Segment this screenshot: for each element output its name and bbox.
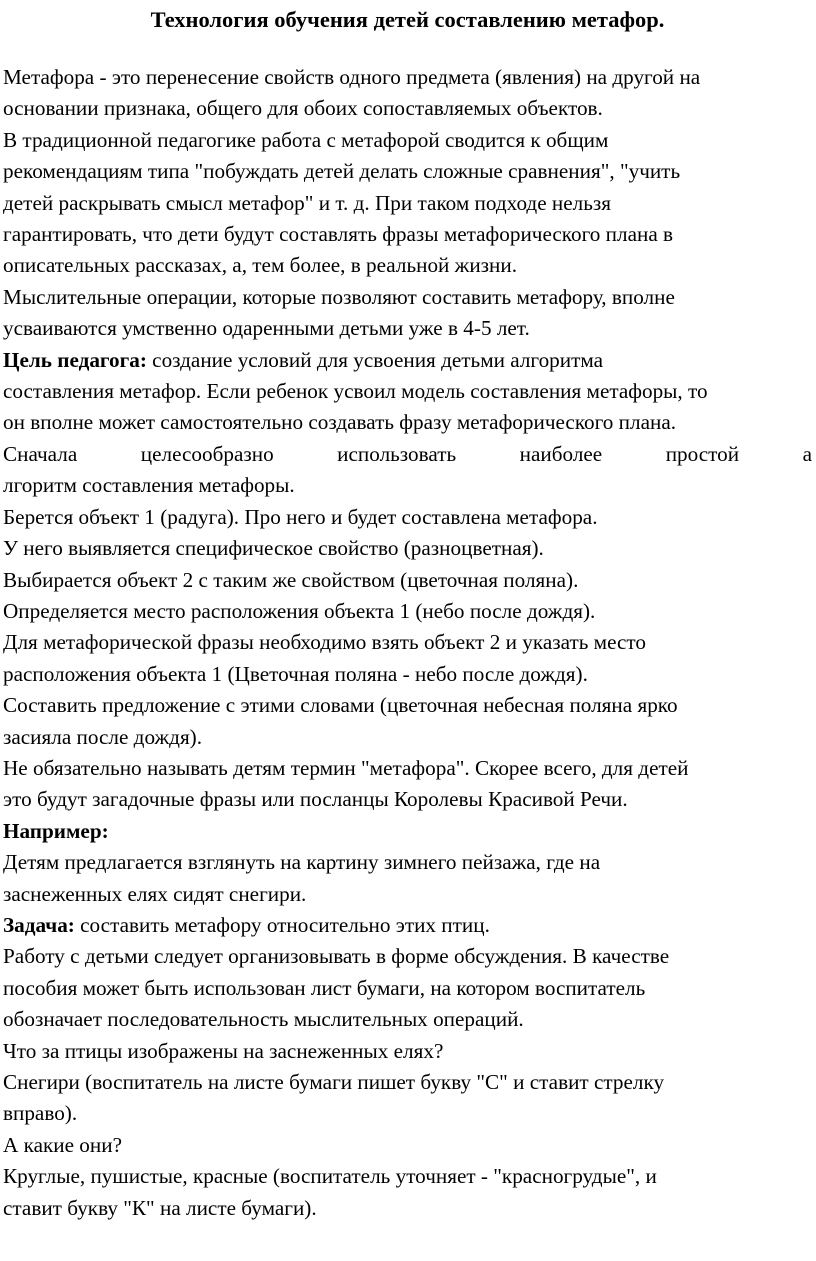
text-line: пособия может быть использован лист бумаги, на котором воспитатель — [3, 975, 646, 1000]
text-line: Для метафорической фразы необходимо взять объект 2 и указать место — [3, 630, 646, 655]
text-line: обозначает последовательность мыслительных операций. — [3, 1007, 524, 1032]
text-line: усваиваются умственно одаренными детьми уже в 4-5 лет. — [3, 316, 530, 341]
text-line: Мыслительные операции, которые позволяют составить метафору, вполне — [3, 284, 675, 309]
text-line: А какие они? — [3, 1132, 122, 1157]
text-line: описательных рассказах, а, тем более, в реальной жизни. — [3, 253, 518, 278]
text-line: Берется объект 1 (радуга). Про него и будет составлена метафора. — [3, 504, 598, 529]
task-label: Задача: — [3, 912, 75, 937]
word: целесообразно — [140, 441, 274, 466]
text-line: Снегири (воспитатель на листе бумаги пишет букву "С" и ставит стрелку — [3, 1070, 665, 1094]
word: Сначала — [3, 441, 78, 466]
text-line: это будут загадочные фразы или посланцы Королевы Красивой Речи. — [3, 787, 628, 812]
goal-line — [3, 345, 812, 376]
text-line: Определяется место расположения объекта 1 (небо после дождя). — [3, 598, 596, 623]
text-line: Работу с детьми следует организовывать в форме обсуждения. В качестве — [3, 944, 670, 969]
document-title: Технология обучения детей составлению метафор. — [150, 7, 665, 32]
text-line: ставит букву "К" на листе бумаги). — [3, 1195, 317, 1220]
word: а — [802, 441, 812, 466]
text-line: Метафора - это перенесение свойств одного предмета (явления) на другой на — [3, 65, 701, 89]
text-line: В традиционной педагогике работа с метафорой сводится к общим — [3, 127, 609, 152]
word: наиболее — [519, 441, 603, 466]
text-line: Выбирается объект 2 с таким же свойством (цветочная поляна). — [3, 567, 579, 592]
text-line: расположения объекта 1 (Цветочная поляна - небо после дождя). — [3, 661, 588, 686]
text-line: Составить предложение с этими словами (цветочная небесная поляна ярко — [3, 693, 678, 718]
text-line: основании признака, общего для обоих сопоставляемых объектов. — [3, 96, 603, 121]
text-line: Что за птицы изображены на заснеженных елях? — [3, 1038, 444, 1063]
text-line: вправо). — [3, 1101, 78, 1126]
task-text: составить метафору относительно этих птиц. — [74, 912, 490, 937]
text-line: гарантировать, что дети будут составлять фразы метафорического плана в — [3, 222, 674, 247]
text-line: рекомендациям типа "побуждать детей делать сложные сравнения", "учить — [3, 159, 681, 184]
justified-line — [3, 439, 812, 470]
text-line: Детям предлагается взглянуть на картину зимнего пейзажа, где на — [3, 850, 601, 875]
text-line: засияла после дождя). — [3, 724, 203, 749]
goal-label: Цель педагога: — [3, 347, 147, 372]
text-line: лгоритм составления метафоры. — [3, 473, 295, 498]
example-label: Например: — [3, 818, 109, 843]
word: использовать — [337, 441, 457, 466]
text-line: Круглые, пушистые, красные (воспитатель уточняет - "красногрудые", и — [3, 1164, 657, 1189]
text-line: детей раскрывать смысл метафор" и т. д. При таком подходе нельзя — [3, 190, 611, 215]
text-line: У него выявляется специфическое свойство (разноцветная). — [3, 536, 544, 561]
text-line: составления метафор. Если ребенок усвоил модель составления метафоры, то — [3, 379, 708, 404]
text-line: Не обязательно называть детям термин "метафора". Скорее всего, для детей — [3, 755, 689, 780]
task-line — [3, 910, 812, 941]
word: простой — [665, 441, 740, 466]
text-line: заснеженных елях сидят снегири. — [3, 881, 307, 906]
goal-text: создание условий для усвоения детьми алгоритма — [146, 347, 604, 372]
text-line: он вполне может самостоятельно создавать фразу метафорического плана. — [3, 410, 677, 435]
